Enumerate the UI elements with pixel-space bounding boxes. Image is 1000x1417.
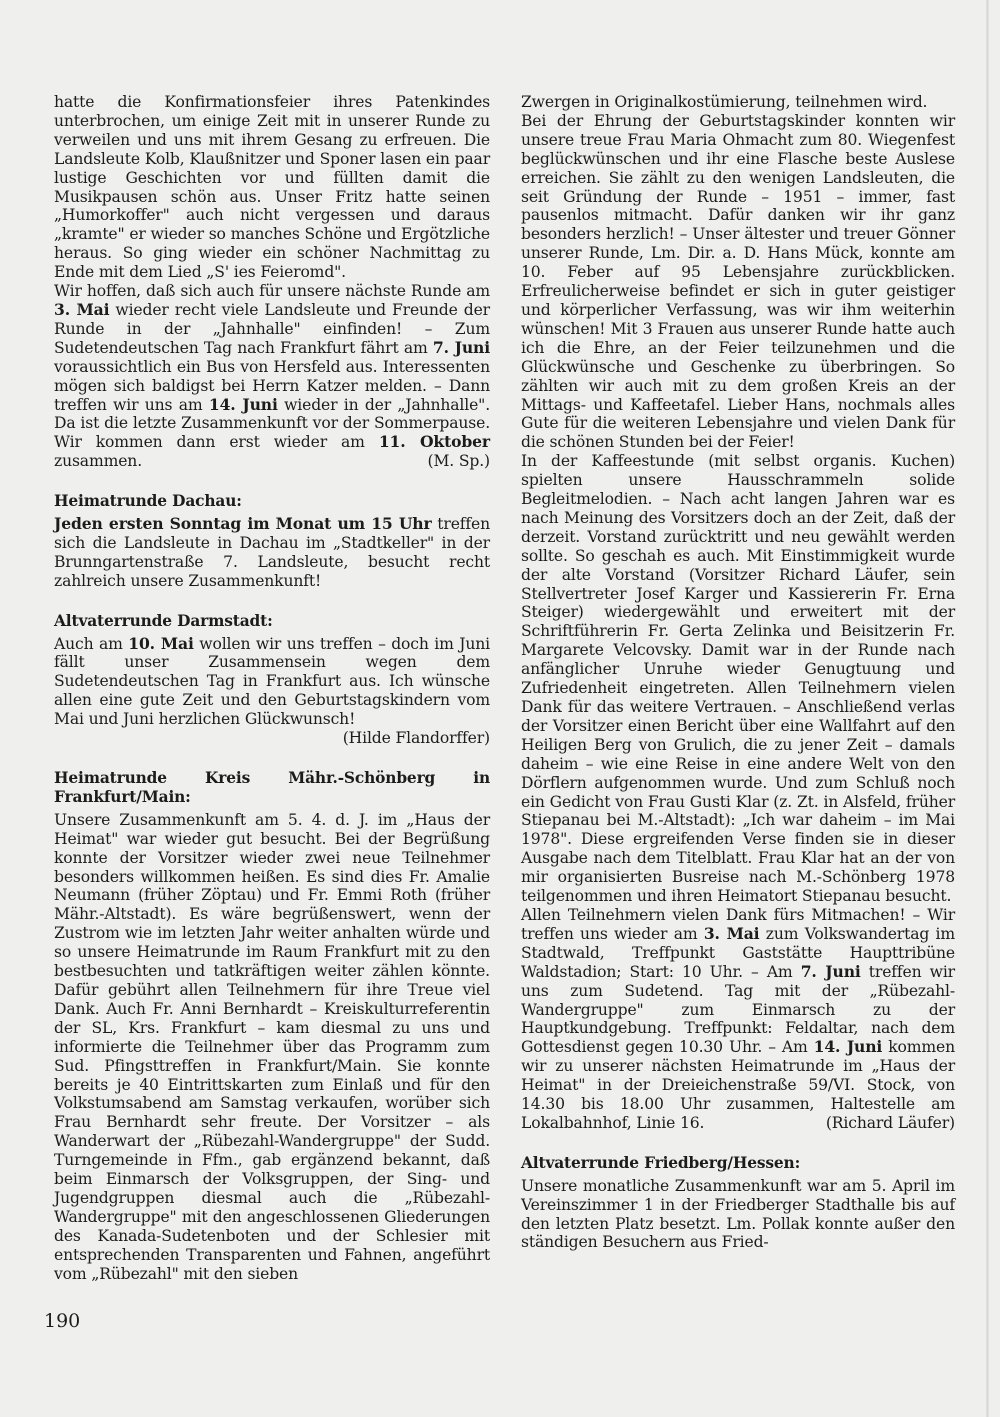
page-number: 190 xyxy=(44,1310,81,1332)
paragraph: Jeden ersten Sonntag im Monat um 15 Uhr treffen sich die Landsleute in Dachau im „Stadtkeller" in der Brunngartenstraße 7. Landsleute, besucht recht zahlreich unsere Zusammenkunft! xyxy=(54,514,490,590)
left-column xyxy=(54,93,490,1283)
paragraph: Zwergen in Originalkostümierung, teilnehmen wird. xyxy=(521,93,928,111)
paragraph: Unsere monatliche Zusammenkunft war am 5. April im Vereinszimmer 1 in der Friedberger Stadthalle bis auf den letzten Platz besetzt. Lm. Pollak konnte außer den ständigen Besuchern aus Fried- xyxy=(521,1176,955,1252)
author-signature: (Richard Läufer) xyxy=(825,1113,955,1132)
paragraph: Allen Teilnehmern vielen Dank fürs Mitmachen! – Wir treffen uns wieder am 3. Mai zum Volkswandertag im Stadtwald, Treffpunkt Gaststätte Haupttribüne Waldstadion; Start: 10 Uhr. – Am 7. Juni treffen wir uns zum Sudetend. Tag mit der „Rübezahl-Wandergruppe" zum Einmarsch zu der Hauptkundgebung. Treffpunkt: Feldaltar, nach dem Gottesdienst gegen 10.30 Uhr. – Am 14. Juni kommen wir zu unserer nächsten Heimatrunde im „Haus der Heimat" in der Dreieichenstraße 59/VI. Stock, von 14.30 bis 18.00 Uhr zusammen, Haltestelle am Lokalbahnhof, Linie 16. (Richard Läufer) xyxy=(521,905,955,1132)
paragraph: Wir hoffen, daß sich auch für unsere nächste Runde am 3. Mai wieder recht viele Landsleute und Freunde der Runde in der „Jahnhalle" einfinden! – Zum Sudetendeutschen Tag nach Frankfurt fährt am 7. Juni voraussichtlich ein Bus von Hersfeld aus. Interessenten mögen sich baldigst bei Herrn Katzer melden. – Dann treffen wir uns am 14. Juni wieder in der „Jahnhalle". Da ist die letzte Zusammenkunft vor der Sommerpause. Wir kommen dann erst wieder am 11. Oktober zusammen. (M. Sp.) xyxy=(54,282,491,471)
paragraph: In der Kaffeestunde (mit selbst organis. Kuchen) spielten unsere Hausschrammeln solide Begleitmelodien. – Nach acht langen Jahren war es nach Meinung des Vorsitzers doch an der Zeit, daß der derzeit. Vorstand zurücktritt und neu gewählt werden sollte. So geschah es auch. Mit Einstimmigkeit wurde der alte Vorstand (Vorsitzer Richard Läufer, sein Stellvertreter Josef Karger und Kassiererin Fr. Erna Steiger) wiedergewählt und erweitert mit der Schriftführerin Fr. Gerta Zelinka und Beisitzerin Fr. Margarete Velcovsky. Damit war in der Runde nach anfänglicher Unruhe wieder Genugtuung und Zufriedenheit eingetreten. Allen Teilnehmern vielen Dank für das weitere Vertrauen. – Anschließend verlas der Vorsitzer einen Bericht über eine Wallfahrt auf den Heiligen Berg von Grulich, die zu jener Zeit – damals daheim – wie eine Reise in eine andere Welt von den Dörflern aufgenommen wurde. Und zum Schluß noch ein Gedicht von Frau Gusti Klar (z. Zt. in Alsfeld, früher Stiepanau bei M.-Altstadt): „Ich war daheim – im Mai 1978". Diese ergreifenden Verse finden sie in dieser Ausgabe nach dem Titelblatt. Frau Klar hat an der von mir organisierten Busreise nach M.-Schönberg 1978 teilgenommen und ihren Heimatort Stiepanau besucht. xyxy=(521,452,955,906)
right-column xyxy=(521,93,955,1252)
section-heading: Altvaterrunde Friedberg/Hessen: xyxy=(521,1153,801,1172)
paragraph: Unsere Zusammenkunft am 5. 4. d. J. im „Haus der Heimat" war wieder gut besucht. Bei der Begrüßung konnte der Vorsitzer wieder zwei neue Teilnehmer besonders willkommen heißen. Es sind dies Fr. Amalie Neumann (früher Zöptau) und Fr. Emmi Roth (früher Mähr.-Altstadt). Es wäre begrüßenswert, wenn der Zustrom wie im letzten Jahr weiter anhalten würde und so unsere Heimatrunde im Raum Frankfurt mit zu den bestbesuchten und tatkräftigen weiter zählen könnte. Dafür gebührt allen Teilnehmern für ihre Treue viel Dank. Auch Fr. Anni Bernhardt – Kreiskulturreferentin der SL, Krs. Frankfurt – kam diesmal zu uns und informierte die Teilnehmer über das Programm zum Sud. Pfingsttreffen in Frankfurt/Main. Sie konnte bereits je 40 Eintrittskarten zum Einlaß und für den Volkstumsabend am Samstag verkaufen, worüber sich Frau Bernhardt sehr freute. Der Vorsitzer – als Wanderwart der „Rübezahl-Wandergruppe" der Sudd. Turngemeinde in Ffm., gab ergänzend bekannt, daß beim Einmarsch der Volksgruppen, der Sing- und Jugendgruppen diesmal auch die „Rübezahl-Wandergruppe" mit den angeschlossenen Gliederungen des Kanada-Sudetenboten und der Schlesier mit entsprechenden Transparenten und Fahnen, angeführt vom „Rübezahl" mit den sieben xyxy=(54,810,490,1283)
section-dachau xyxy=(54,492,490,591)
paragraph: Auch am 10. Mai wollen wir uns treffen – doch im Juni fällt unser Zusammensein wegen dem Sudetendeutschen Tag in Frankfurt aus. Ich wünsche allen eine gute Zeit und den Geburtstagskindern vom Mai und Juni herzlichen Glückwunsch! xyxy=(54,633,490,729)
paragraph: hatte die Konfirmationsfeier ihres Patenkindes unterbrochen, um einige Zeit mit in unserer Runde zu verweilen und uns mit ihrem Gesang zu erfreuen. Die Landsleute Kolb, Klaußnitzer und Sponer lasen ein paar lustige Geschichten vor und füllten damit die Musikpausen schön aus. Unser Fritz hatte seinen „Humorkoffer" auch nicht vergessen und daraus „kramte" er wieder so manches Schöne und Ergötzliche heraus. So ging wieder ein schöner Nachmittag zu Ende mit dem Lied „S' ies Feieromd". xyxy=(54,93,490,282)
section-darmstadt xyxy=(54,612,490,748)
section-heading: Heimatrunde Dachau: xyxy=(54,492,242,511)
section-heading: Heimatrunde Kreis Mähr.-Schönberg in Frankfurt/Main: xyxy=(54,769,490,806)
section-friedberg xyxy=(521,1154,955,1253)
author-signature: (M. Sp.) xyxy=(427,452,490,471)
page-edge-shadow xyxy=(986,0,989,1417)
article-continuation xyxy=(54,93,490,471)
paragraph: Bei der Ehrung der Geburtstagskinder konnten wir unsere treue Frau Maria Ohmacht zum 80. Wiegenfest beglückwünschen und ihr eine Flasche beste Auslese erreichen. Sie zählt zu den wenigen Landsleuten, die seit Gründung der Runde – 1951 – immer, fast pausenlos mitmacht. Dafür danken wir ihr ganz besonders herzlich! – Unser ältester und treuer Gönner unserer Runde, Lm. Dir. a. D. Hans Mück, konnte am 10. Feber auf 95 Lebensjahre zurückblicken. Erfreulicherweise befindet er sich in guter geistiger und körperlicher Verfassung, was wir ihm weiterhin wünschen! Mit 3 Frauen aus unserer Runde hatte auch ich die Ehre, an der Feier teilzunehmen und die Glückwünsche und Geschenke zu überbringen. So zählten wir auch mit zu dem großen Kreis an der Mittags- und Kaffeetafel. Lieber Hans, nochmals alles Gute für die weiteren Lebensjahre und vielen Dank für die schönen Stunden bei der Feier! xyxy=(521,111,955,452)
author-signature: (Hilde Flandorffer) xyxy=(342,729,490,748)
section-schoenberg xyxy=(54,769,490,1283)
section-heading: Altvaterrunde Darmstadt: xyxy=(54,611,273,630)
